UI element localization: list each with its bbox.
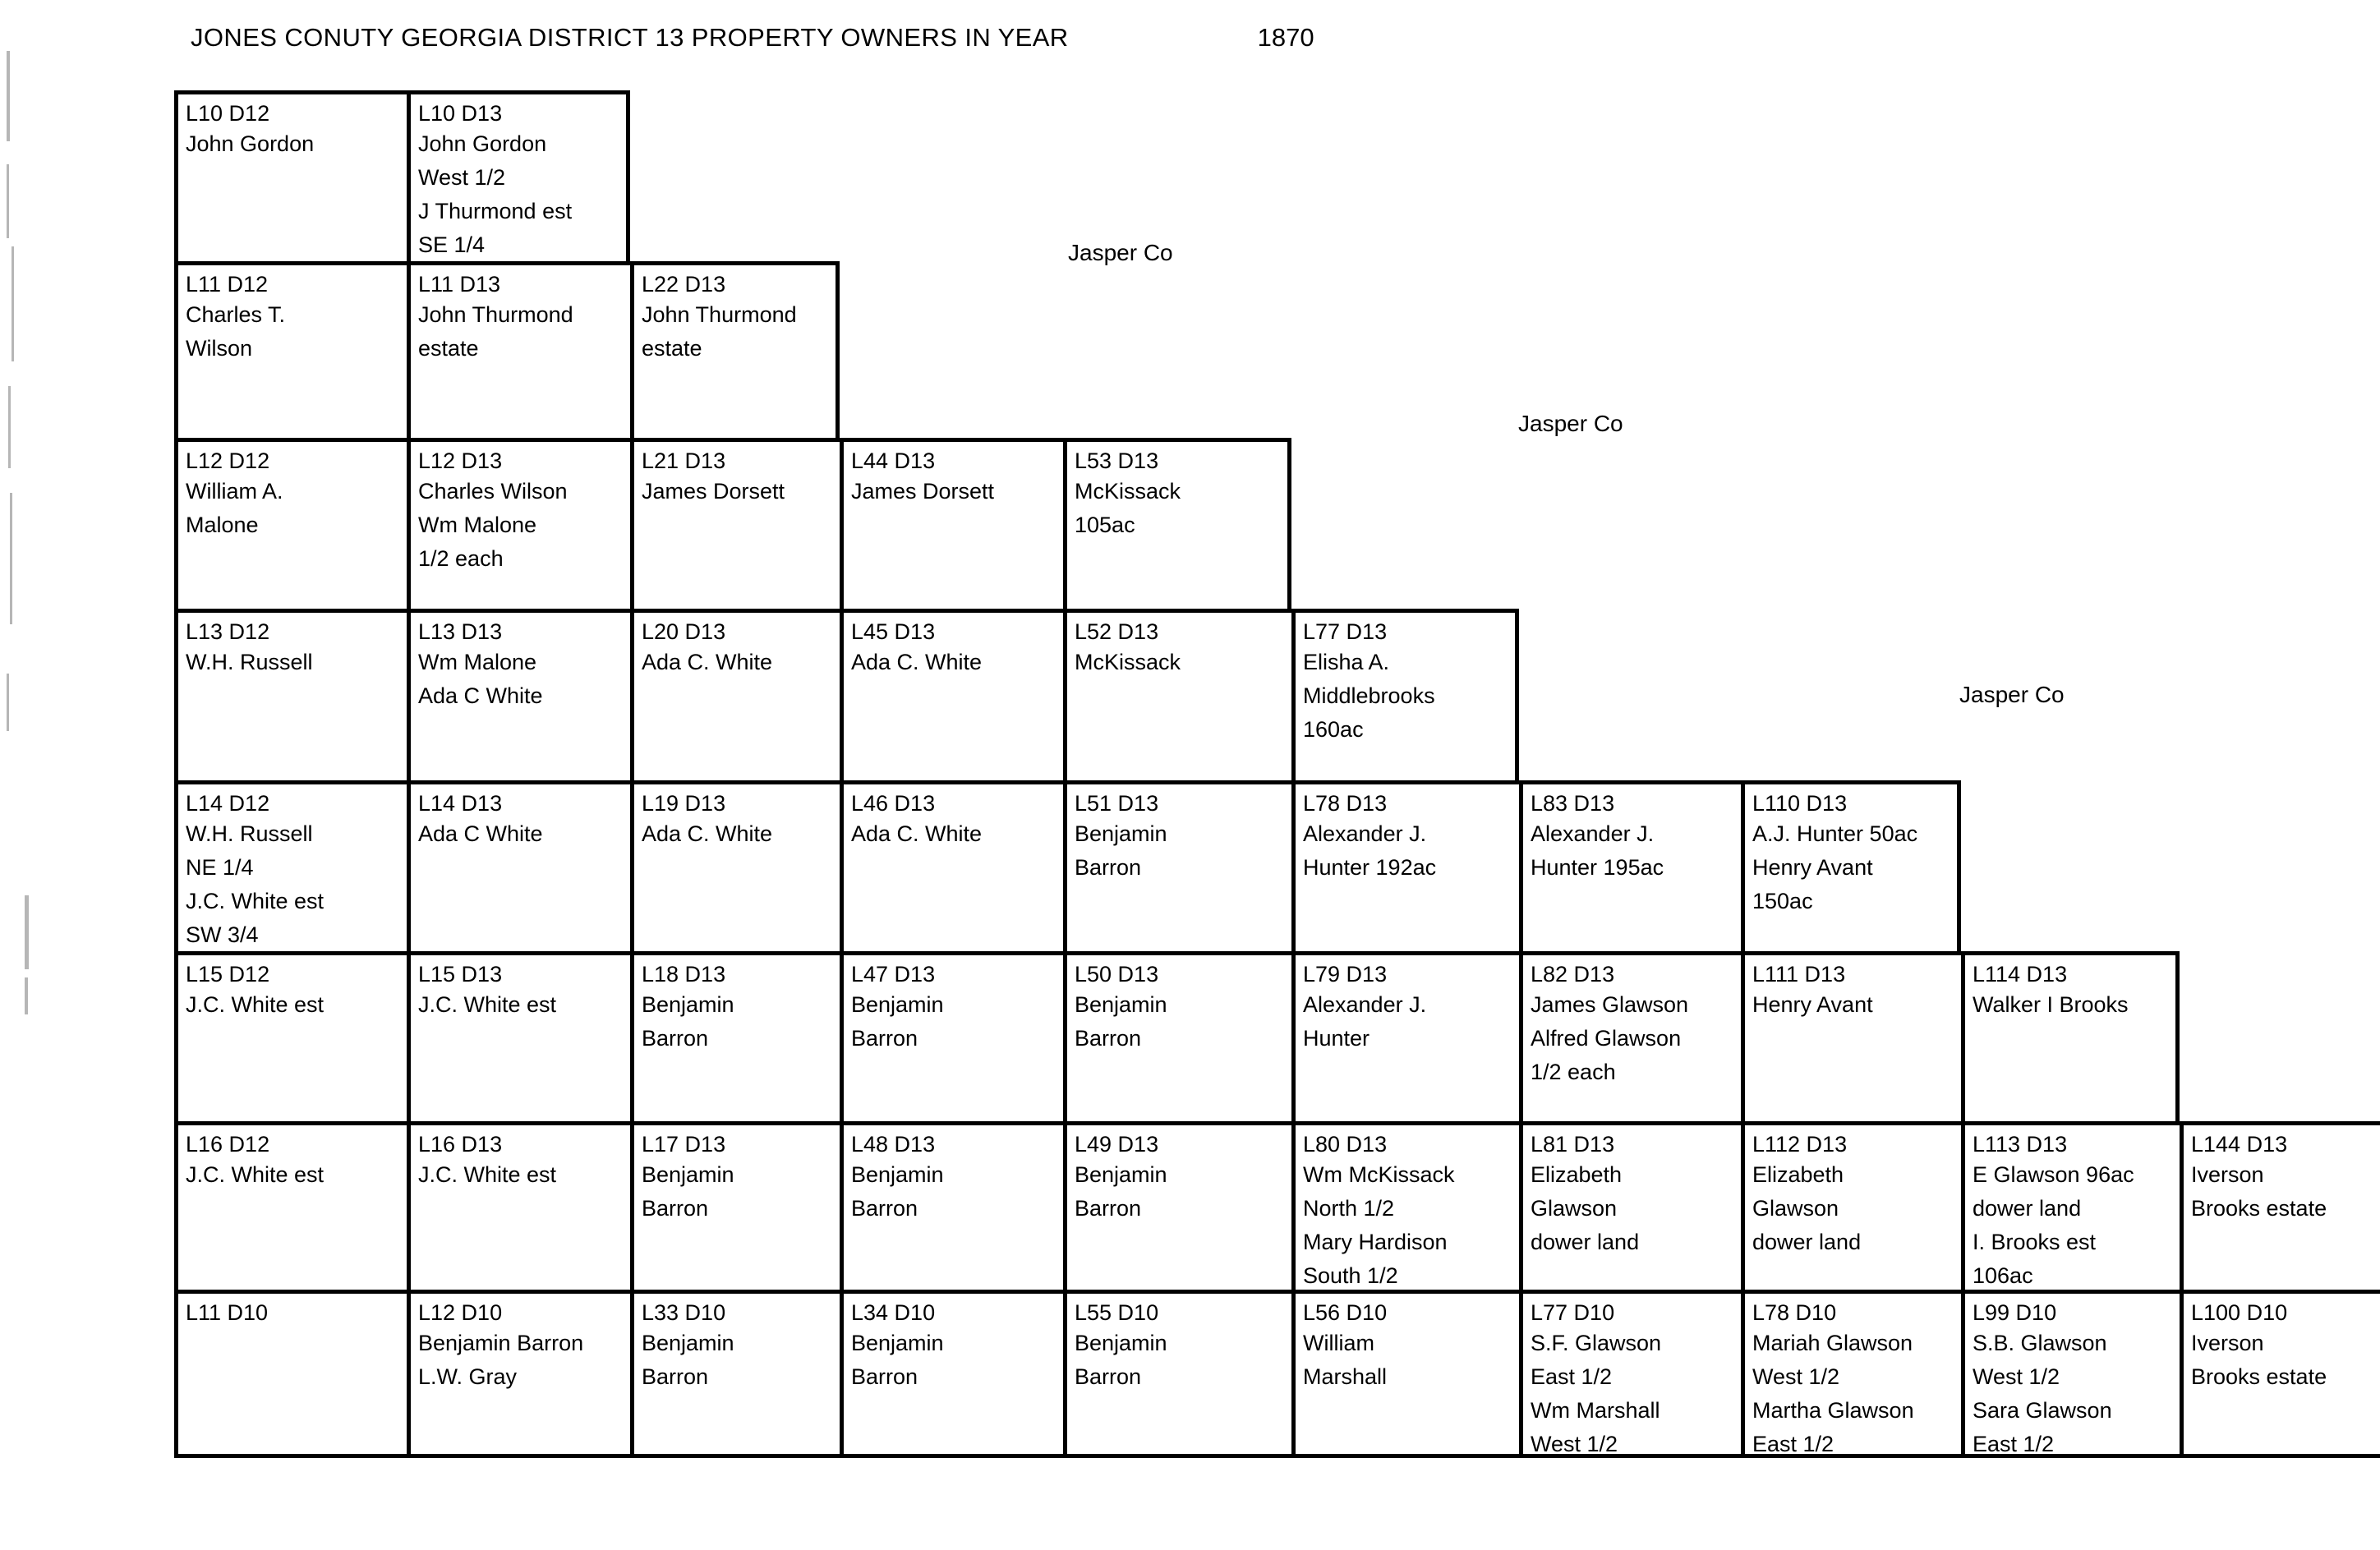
plat-cell[interactable] (1063, 780, 1291, 951)
annotation-jasper-co: Jasper Co (1518, 411, 1623, 436)
plat-cell-owner-line: Benjamin (851, 1331, 944, 1355)
plat-cell[interactable] (840, 1121, 1063, 1290)
plat-cell-owner-line: Benjamin (1075, 1331, 1167, 1355)
plat-cell-owner-line: W.H. Russell (186, 821, 313, 846)
plat-cell[interactable] (1961, 951, 2180, 1121)
plat-cell[interactable] (630, 261, 840, 438)
plat-cell[interactable] (174, 261, 407, 438)
plat-cell-owner-line: 1/2 each (418, 546, 504, 571)
plat-cell[interactable] (174, 780, 407, 951)
plat-cell-lot-id: L12 D12 (186, 448, 270, 473)
plat-cell-owner-line: dower land (1973, 1196, 2082, 1221)
plat-cell[interactable] (1519, 1290, 1741, 1458)
plat-cell[interactable] (840, 609, 1063, 780)
plat-cell[interactable] (1519, 1121, 1741, 1290)
plat-cell-owner-line: J.C. White est (418, 992, 557, 1017)
plat-grid (174, 90, 2380, 1458)
plat-cell[interactable] (1741, 780, 1961, 951)
plat-cell-owner-line: Barron (851, 1026, 918, 1051)
plat-cell-lot-id: L78 D13 (1303, 791, 1388, 816)
plat-cell-lot-id: L80 D13 (1303, 1132, 1388, 1157)
plat-cell-owner-line: McKissack (1075, 650, 1181, 674)
plat-cell[interactable] (174, 90, 407, 261)
plat-cell-lot-id: L56 D10 (1303, 1300, 1388, 1325)
plat-cell-owner-line: E Glawson 96ac (1973, 1162, 2134, 1187)
plat-cell[interactable] (407, 609, 630, 780)
plat-cell-lot-id: L14 D13 (418, 791, 503, 816)
plat-cell-owner-line: James Dorsett (851, 479, 995, 504)
plat-cell-lot-id: L11 D10 (186, 1300, 269, 1325)
plat-row (174, 951, 2380, 1121)
plat-cell-owner-line: East 1/2 (1973, 1432, 2055, 1456)
plat-cell-lot-id: L83 D13 (1531, 791, 1615, 816)
plat-row (174, 261, 2380, 438)
plat-cell-owner-line: Barron (1075, 1026, 1142, 1051)
plat-cell-owner-line: William (1303, 1331, 1374, 1355)
plat-cell-lot-id: L55 D10 (1075, 1300, 1159, 1325)
plat-cell-owner-line: W.H. Russell (186, 650, 313, 674)
plat-cell-owner-line: Benjamin (642, 992, 734, 1017)
plat-cell-lot-id: L53 D13 (1075, 448, 1159, 473)
plat-cell-owner-line: Barron (642, 1196, 709, 1221)
plat-cell-lot-id: L17 D13 (642, 1132, 726, 1157)
plat-cell-owner-line: S.B. Glawson (1973, 1331, 2107, 1355)
plat-cell[interactable] (1291, 780, 1519, 951)
plat-cell-owner-line: Ada C. White (642, 821, 773, 846)
scan-artifact-mark (8, 386, 11, 468)
plat-cell-owner-line: Barron (1075, 1196, 1142, 1221)
annotation-jasper-co: Jasper Co (1068, 240, 1173, 265)
plat-cell-owner-line: 106ac (1973, 1263, 2033, 1288)
plat-cell-owner-line: Barron (642, 1364, 709, 1389)
plat-cell-lot-id: L34 D10 (851, 1300, 936, 1325)
plat-row (174, 780, 2380, 951)
scan-artifact-mark (12, 246, 14, 361)
scan-artifact-mark (7, 164, 9, 238)
plat-cell-owner-line: Benjamin (1075, 1162, 1167, 1187)
plat-cell-owner-line: Elizabeth (1531, 1162, 1623, 1187)
plat-cell[interactable] (1291, 1290, 1519, 1458)
plat-cell-owner-line: Sara Glawson (1973, 1398, 2112, 1423)
plat-cell-lot-id: L13 D13 (418, 619, 503, 644)
plat-cell-owner-line: SE 1/4 (418, 232, 486, 257)
plat-cell[interactable] (1741, 1290, 1961, 1458)
plat-cell-owner-line: Henry Avant (1752, 855, 1873, 880)
plat-cell[interactable] (407, 261, 630, 438)
plat-cell[interactable] (1519, 780, 1741, 951)
plat-cell-lot-id: L12 D13 (418, 448, 503, 473)
plat-cell[interactable] (630, 780, 840, 951)
plat-cell-lot-id: L22 D13 (642, 272, 726, 297)
plat-cell[interactable] (407, 1290, 630, 1458)
plat-cell-lot-id: L10 D12 (186, 101, 270, 126)
plat-cell[interactable] (630, 1121, 840, 1290)
plat-cell-lot-id: L10 D13 (418, 101, 503, 126)
plat-cell-lot-id: L144 D13 (2191, 1132, 2288, 1157)
plat-cell-owner-line: Ada C. White (851, 650, 983, 674)
page-title-year: 1870 (1257, 23, 1314, 52)
plat-cell[interactable] (407, 780, 630, 951)
plat-cell[interactable] (1063, 609, 1291, 780)
plat-cell-owner-line: J.C. White est (186, 889, 325, 913)
plat-cell-owner-line: NE 1/4 (186, 855, 254, 880)
plat-cell-owner-line: Wilson (186, 336, 253, 361)
plat-cell-lot-id: L46 D13 (851, 791, 936, 816)
plat-cell-owner-line: Marshall (1303, 1364, 1388, 1389)
page-title-text: JONES CONUTY GEORGIA DISTRICT 13 PROPERTY OWNERS IN YEAR (191, 23, 1069, 52)
plat-cell-lot-id: L100 D10 (2191, 1300, 2288, 1325)
plat-row (174, 1121, 2380, 1290)
plat-cell-owner-line: 150ac (1752, 889, 1813, 913)
plat-cell-owner-line: Middlebrooks (1303, 683, 1435, 708)
plat-cell-owner-line: Benjamin (851, 992, 944, 1017)
plat-cell[interactable] (1291, 609, 1519, 780)
scan-artifact-mark (10, 493, 12, 624)
plat-cell-lot-id: L50 D13 (1075, 962, 1159, 987)
plat-cell-owner-line: Ada C White (418, 683, 543, 708)
plat-cell[interactable] (407, 438, 630, 609)
plat-cell-owner-line: Glawson (1531, 1196, 1618, 1221)
plat-cell[interactable] (2180, 1121, 2380, 1290)
plat-cell-lot-id: L77 D13 (1303, 619, 1388, 644)
plat-cell-lot-id: L111 D13 (1752, 962, 1846, 987)
plat-cell-owner-line: Wm Malone (418, 513, 537, 537)
plat-cell-owner-line: Glawson (1752, 1196, 1839, 1221)
plat-cell-owner-line: Alexander J. (1303, 992, 1427, 1017)
plat-cell-lot-id: L13 D12 (186, 619, 270, 644)
plat-cell-lot-id: L15 D13 (418, 962, 503, 987)
plat-cell-owner-line: Charles Wilson (418, 479, 568, 504)
scan-artifact-mark (7, 674, 9, 731)
plat-cell-owner-line: Wm Malone (418, 650, 537, 674)
plat-cell-owner-line: Barron (1075, 1364, 1142, 1389)
plat-cell[interactable] (840, 780, 1063, 951)
plat-cell-owner-line: James Dorsett (642, 479, 785, 504)
plat-cell-lot-id: L77 D10 (1531, 1300, 1615, 1325)
plat-cell-lot-id: L11 D13 (418, 272, 501, 297)
plat-cell-owner-line: J.C. White est (186, 992, 325, 1017)
plat-cell-owner-line: John Thurmond (642, 302, 797, 327)
plat-cell-owner-line: Wm McKissack (1303, 1162, 1455, 1187)
plat-cell-owner-line: Benjamin (851, 1162, 944, 1187)
plat-cell-owner-line: Alexander J. (1531, 821, 1655, 846)
plat-cell-owner-line: Ada C. White (642, 650, 773, 674)
plat-cell[interactable] (1741, 951, 1961, 1121)
scan-artifact-mark (7, 51, 10, 141)
plat-cell-owner-line: estate (642, 336, 702, 361)
scan-artifact-mark (25, 977, 28, 1014)
plat-cell-owner-line: West 1/2 (1752, 1364, 1840, 1389)
plat-cell-owner-line: Hunter 195ac (1531, 855, 1664, 880)
plat-cell-owner-line: Malone (186, 513, 259, 537)
plat-cell[interactable] (174, 1121, 407, 1290)
plat-cell-owner-line: East 1/2 (1531, 1364, 1613, 1389)
plat-cell-owner-line: Benjamin (642, 1331, 734, 1355)
plat-cell-lot-id: L52 D13 (1075, 619, 1159, 644)
plat-cell-owner-line: A.J. Hunter 50ac (1752, 821, 1918, 846)
plat-cell-owner-line: John Gordon (418, 131, 547, 156)
plat-cell-owner-line: Iverson (2191, 1162, 2264, 1187)
plat-cell-lot-id: L48 D13 (851, 1132, 936, 1157)
plat-cell-lot-id: L47 D13 (851, 962, 936, 987)
plat-cell-owner-line: West 1/2 (1531, 1432, 1618, 1456)
plat-row (174, 1290, 2380, 1458)
plat-cell-owner-line: Mary Hardison (1303, 1230, 1448, 1254)
plat-cell-owner-line: J.C. White est (186, 1162, 325, 1187)
plat-cell-owner-line: Walker I Brooks (1973, 992, 2129, 1017)
plat-cell-owner-line: SW 3/4 (186, 922, 259, 947)
plat-cell[interactable] (407, 951, 630, 1121)
plat-cell[interactable] (630, 951, 840, 1121)
plat-cell[interactable] (1961, 1290, 2180, 1458)
plat-cell-owner-line: Benjamin (642, 1162, 734, 1187)
plat-cell-owner-line: S.F. Glawson (1531, 1331, 1662, 1355)
plat-cell-owner-line: William A. (186, 479, 283, 504)
plat-cell-owner-line: Mariah Glawson (1752, 1331, 1913, 1355)
plat-cell-owner-line: L.W. Gray (418, 1364, 518, 1389)
plat-cell-owner-line: dower land (1752, 1230, 1862, 1254)
plat-cell[interactable] (407, 90, 630, 261)
plat-cell-owner-line: J.C. White est (418, 1162, 557, 1187)
plat-cell-lot-id: L19 D13 (642, 791, 726, 816)
plat-cell-lot-id: L45 D13 (851, 619, 936, 644)
plat-cell-lot-id: L20 D13 (642, 619, 726, 644)
plat-cell-lot-id: L16 D13 (418, 1132, 503, 1157)
plat-cell-lot-id: L18 D13 (642, 962, 726, 987)
plat-cell[interactable] (174, 1290, 407, 1458)
plat-cell[interactable] (1961, 1121, 2180, 1290)
plat-cell-owner-line: Benjamin Barron (418, 1331, 584, 1355)
plat-cell-owner-line: Barron (851, 1364, 918, 1389)
plat-cell-owner-line: Wm Marshall (1531, 1398, 1660, 1423)
plat-cell-owner-line: Alexander J. (1303, 821, 1427, 846)
plat-cell-owner-line: Barron (1075, 855, 1142, 880)
plat-row (174, 609, 2380, 780)
plat-cell-owner-line: John Thurmond (418, 302, 573, 327)
plat-cell-lot-id: L78 D10 (1752, 1300, 1837, 1325)
plat-cell-lot-id: L12 D10 (418, 1300, 503, 1325)
plat-cell[interactable] (840, 951, 1063, 1121)
plat-cell[interactable] (1063, 1290, 1291, 1458)
plat-cell-owner-line: dower land (1531, 1230, 1640, 1254)
plat-cell-owner-line: West 1/2 (1973, 1364, 2060, 1389)
plat-cell-lot-id: L110 D13 (1752, 791, 1848, 816)
plat-cell-owner-line: Elizabeth (1752, 1162, 1844, 1187)
plat-cell-owner-line: 1/2 each (1531, 1060, 1616, 1084)
plat-cell-owner-line: 105ac (1075, 513, 1135, 537)
scan-artifact-mark (25, 895, 29, 969)
plat-cell[interactable] (1291, 951, 1519, 1121)
plat-cell-lot-id: L33 D10 (642, 1300, 726, 1325)
plat-cell-owner-line: North 1/2 (1303, 1196, 1395, 1221)
plat-row (174, 438, 2380, 609)
plat-cell-owner-line: Barron (851, 1196, 918, 1221)
plat-cell-owner-line: Hunter 192ac (1303, 855, 1437, 880)
plat-cell-owner-line: Charles T. (186, 302, 286, 327)
plat-cell-owner-line: estate (418, 336, 479, 361)
plat-cell-owner-line: Martha Glawson (1752, 1398, 1914, 1423)
plat-cell-lot-id: L14 D12 (186, 791, 270, 816)
plat-cell[interactable] (2180, 1290, 2380, 1458)
plat-cell-lot-id: L82 D13 (1531, 962, 1615, 987)
plat-cell-owner-line: Benjamin (1075, 821, 1167, 846)
plat-cell[interactable] (1063, 1121, 1291, 1290)
plat-cell-lot-id: L16 D12 (186, 1132, 270, 1157)
plat-cell-owner-line: McKissack (1075, 479, 1181, 504)
plat-cell[interactable] (174, 438, 407, 609)
plat-cell[interactable] (1519, 951, 1741, 1121)
plat-cell[interactable] (630, 1290, 840, 1458)
plat-cell-lot-id: L99 D10 (1973, 1300, 2057, 1325)
plat-cell-owner-line: John Gordon (186, 131, 315, 156)
plat-cell[interactable] (1741, 1121, 1961, 1290)
plat-cell-owner-line: Barron (642, 1026, 709, 1051)
plat-cell-owner-line: Elisha A. (1303, 650, 1390, 674)
plat-cell-owner-line: I. Brooks est (1973, 1230, 2097, 1254)
plat-cell-owner-line: East 1/2 (1752, 1432, 1834, 1456)
annotation-jasper-co: Jasper Co (1959, 682, 2065, 707)
plat-cell-owner-line: Benjamin (1075, 992, 1167, 1017)
plat-cell-lot-id: L44 D13 (851, 448, 936, 473)
plat-row (174, 90, 2380, 261)
plat-cell-owner-line: 160ac (1303, 717, 1364, 742)
plat-cell[interactable] (840, 1290, 1063, 1458)
plat-cell-owner-line: Brooks estate (2191, 1364, 2327, 1389)
plat-cell-lot-id: L112 D13 (1752, 1132, 1848, 1157)
plat-cell-owner-line: J Thurmond est (418, 199, 573, 223)
plat-cell-lot-id: L51 D13 (1075, 791, 1159, 816)
plat-cell-lot-id: L81 D13 (1531, 1132, 1615, 1157)
plat-cell[interactable] (1063, 951, 1291, 1121)
plat-cell[interactable] (1063, 438, 1291, 609)
plat-cell-owner-line: Henry Avant (1752, 992, 1873, 1017)
plat-cell-owner-line: Alfred Glawson (1531, 1026, 1682, 1051)
plat-cell[interactable] (1291, 1121, 1519, 1290)
plat-cell-owner-line: West 1/2 (418, 165, 506, 190)
plat-cell[interactable] (174, 609, 407, 780)
plat-cell[interactable] (630, 609, 840, 780)
plat-cell-owner-line: Ada C. White (851, 821, 983, 846)
plat-cell[interactable] (407, 1121, 630, 1290)
plat-cell-lot-id: L11 D12 (186, 272, 269, 297)
plat-cell-owner-line: Iverson (2191, 1331, 2264, 1355)
plat-cell-owner-line: South 1/2 (1303, 1263, 1398, 1288)
page-title (191, 23, 1314, 53)
plat-cell[interactable] (174, 951, 407, 1121)
plat-cell-owner-line: Ada C White (418, 821, 543, 846)
plat-cell[interactable] (840, 438, 1063, 609)
plat-cell-lot-id: L114 D13 (1973, 962, 2068, 987)
plat-cell-owner-line: James Glawson (1531, 992, 1689, 1017)
plat-cell-lot-id: L15 D12 (186, 962, 270, 987)
plat-cell-lot-id: L79 D13 (1303, 962, 1388, 987)
plat-cell-lot-id: L113 D13 (1973, 1132, 2068, 1157)
plat-cell-owner-line: Hunter (1303, 1026, 1370, 1051)
plat-cell-lot-id: L49 D13 (1075, 1132, 1159, 1157)
plat-cell-lot-id: L21 D13 (642, 448, 726, 473)
plat-cell-owner-line: Brooks estate (2191, 1196, 2327, 1221)
plat-cell[interactable] (630, 438, 840, 609)
